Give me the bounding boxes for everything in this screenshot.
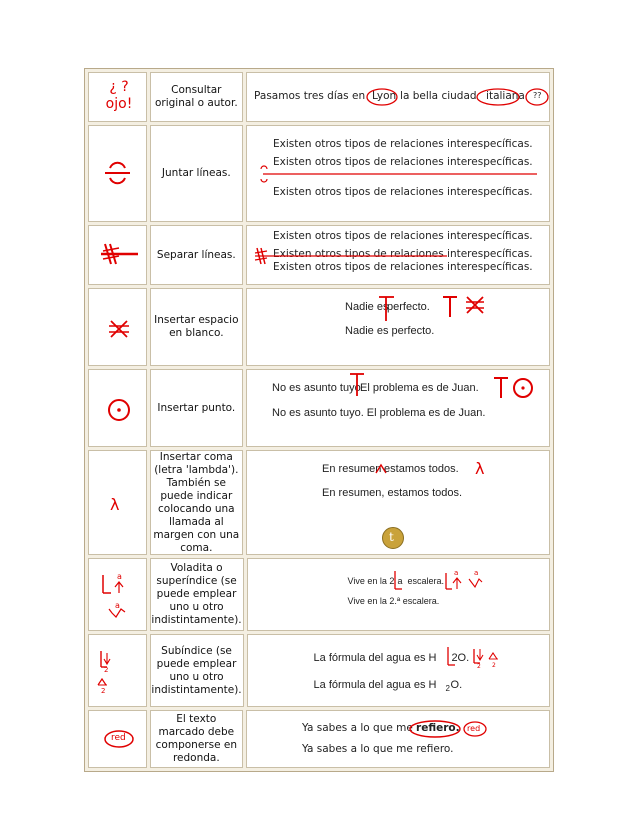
example-line2-a: La fórmula del agua es H bbox=[313, 679, 437, 691]
symbol-cell bbox=[88, 710, 147, 768]
description-cell bbox=[150, 450, 243, 555]
example-line-2: En resumen, estamos todos. bbox=[322, 487, 463, 499]
description-cell bbox=[150, 710, 243, 768]
roman-type-label: red bbox=[111, 733, 126, 743]
symbol-cell bbox=[88, 450, 147, 555]
example-text-b: refiero. bbox=[416, 722, 460, 734]
symbol-cell bbox=[88, 288, 147, 366]
svg-text:2: 2 bbox=[476, 663, 481, 670]
example-cell bbox=[247, 558, 550, 631]
example-text-d: italiana bbox=[486, 90, 525, 102]
example-line-1: Existen otros tipos de relaciones interespecíficas. bbox=[273, 138, 533, 150]
table-row bbox=[88, 225, 550, 285]
superscript-icon bbox=[89, 559, 148, 632]
symbol-cell bbox=[88, 369, 147, 447]
svg-text:a: a bbox=[115, 601, 120, 610]
separate-lines-icon bbox=[89, 226, 148, 286]
description-cell bbox=[150, 288, 243, 366]
example-cell bbox=[246, 72, 550, 122]
description-text: Separar líneas. bbox=[156, 248, 236, 261]
description-text: Insertar coma (letra 'lambda'). También se puede indicar colocando una llamada al margen con una coma. bbox=[153, 450, 240, 554]
example-text-a: Ya sabes a lo que me bbox=[302, 722, 413, 734]
svg-text:a: a bbox=[453, 569, 458, 577]
query-symbol-line1: ¿ ? bbox=[109, 79, 129, 95]
example-text-a: Pasamos tres días en bbox=[254, 90, 366, 102]
example-text-b: 2 bbox=[451, 652, 458, 664]
insert-period-icon bbox=[89, 370, 148, 448]
description-text: El texto marcado debe componerse en redonda. bbox=[155, 713, 237, 764]
description-text: Voladita o superíndice (se puede emplear uno u otro indistintamente). bbox=[151, 562, 242, 626]
symbol-cell bbox=[88, 125, 147, 222]
subscript-icon bbox=[89, 635, 148, 708]
symbol-cell bbox=[88, 558, 147, 631]
description-cell bbox=[150, 125, 243, 222]
table-row bbox=[88, 710, 550, 768]
example-cell bbox=[246, 225, 550, 285]
description-text: Insertar punto. bbox=[157, 401, 236, 414]
description-text: Subíndice (se puede emplear uno u otro indistintamente). bbox=[151, 644, 242, 696]
example-cell bbox=[246, 369, 550, 447]
description-cell bbox=[150, 369, 243, 447]
roman-mark-label: red bbox=[467, 724, 481, 733]
table-row bbox=[88, 72, 550, 122]
example-line2-c: O. bbox=[450, 679, 463, 691]
description-cell bbox=[150, 225, 243, 285]
example-cell bbox=[246, 450, 550, 555]
lambda-icon: λ bbox=[110, 495, 120, 514]
example-text-b: a bbox=[397, 576, 403, 586]
separate-lines-mark bbox=[247, 226, 550, 285]
example-text-a: En resumen bbox=[322, 463, 382, 475]
example-text-c: O. bbox=[457, 652, 470, 664]
description-text: Consultar original o autor. bbox=[154, 84, 238, 109]
join-lines-icon bbox=[89, 126, 148, 223]
table-row bbox=[88, 288, 550, 366]
example-line-1: Existen otros tipos de relaciones interespecíficas. bbox=[273, 230, 533, 242]
query-symbol-line2: ojo! bbox=[105, 96, 133, 112]
proofreading-symbols-table bbox=[84, 68, 554, 772]
query-mark: ?? bbox=[533, 91, 542, 100]
svg-text:2: 2 bbox=[101, 687, 106, 695]
example-line2-b: 2 bbox=[445, 684, 450, 693]
example-text-c: la bella ciudad bbox=[400, 90, 477, 102]
description-text: Insertar espacio en blanco. bbox=[154, 314, 239, 339]
description-cell bbox=[150, 634, 244, 707]
lambda-mark: λ bbox=[475, 459, 485, 478]
logo-letter: t bbox=[389, 530, 394, 544]
example-text-b: El problema es de Juan. bbox=[360, 382, 479, 394]
table-row bbox=[88, 125, 550, 222]
example-text-a: Vive en la 2 bbox=[347, 576, 395, 586]
symbol-cell bbox=[88, 225, 147, 285]
description-cell bbox=[150, 72, 243, 122]
example-text-b: perfecto. bbox=[387, 301, 430, 313]
insert-space-icon bbox=[89, 289, 148, 367]
insert-space-mark bbox=[247, 289, 550, 366]
circle-marks-icon bbox=[247, 73, 550, 122]
description-text: Juntar líneas. bbox=[161, 167, 231, 179]
join-lines-mark bbox=[247, 126, 550, 222]
example-cell bbox=[247, 634, 550, 707]
insert-period-mark bbox=[247, 370, 550, 447]
svg-text:a: a bbox=[473, 569, 478, 577]
table-row bbox=[88, 450, 550, 555]
example-text-a: La fórmula del agua es H bbox=[313, 652, 437, 664]
description-cell bbox=[150, 558, 244, 631]
example-cell bbox=[246, 125, 550, 222]
example-line-2: Ya sabes a lo que me refiero. bbox=[302, 743, 454, 755]
subscript-mark bbox=[248, 635, 550, 707]
example-text-b: Lyon bbox=[372, 90, 397, 102]
example-line-2: No es asunto tuyo. El problema es de Juan. bbox=[272, 407, 486, 419]
example-text-a: No es asunto tuyo bbox=[272, 382, 361, 394]
example-line-2: Existen otros tipos de relaciones interespecíficas. bbox=[273, 248, 533, 260]
roman-type-mark bbox=[247, 711, 550, 768]
query-symbol bbox=[99, 79, 139, 113]
example-text-c: escalera. bbox=[407, 576, 445, 586]
superscript-mark bbox=[248, 559, 550, 631]
example-text-b: estamos todos. bbox=[384, 463, 459, 475]
svg-text:a: a bbox=[117, 572, 122, 581]
symbol-cell bbox=[88, 72, 147, 122]
example-line-2: Nadie es perfecto. bbox=[345, 325, 435, 337]
example-line-2: Vive en la 2.ª escalera. bbox=[347, 596, 440, 606]
table-row bbox=[88, 634, 550, 707]
table-row bbox=[88, 369, 550, 447]
example-cell bbox=[246, 710, 550, 768]
example-line-2: Existen otros tipos de relaciones interespecíficas. bbox=[273, 156, 533, 168]
svg-text:2: 2 bbox=[104, 666, 109, 674]
svg-text:2: 2 bbox=[491, 662, 496, 669]
example-line-3: Existen otros tipos de relaciones interespecíficas. bbox=[273, 186, 533, 198]
example-text-a: Nadie es bbox=[345, 301, 389, 313]
example-cell bbox=[246, 288, 550, 366]
table-row bbox=[88, 558, 550, 631]
example-line-3: Existen otros tipos de relaciones interespecíficas. bbox=[273, 261, 533, 273]
symbol-cell bbox=[88, 634, 147, 707]
